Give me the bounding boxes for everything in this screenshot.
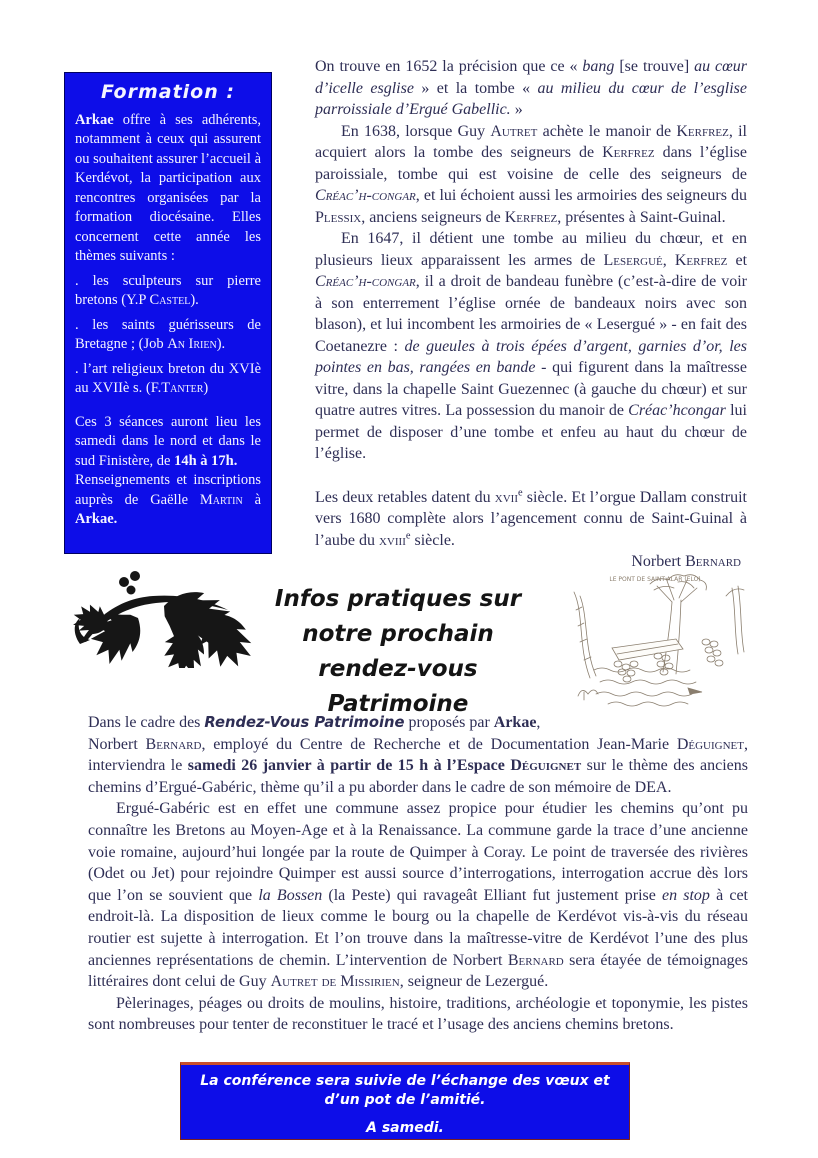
banner-line-1: La conférence sera suivie de l’échange des vœux et <box>200 1073 610 1089</box>
body-paragraph-intervenant: Norbert Bernard, employé du Centre de Recherche et de Documentation Jean-Marie Déguignet, interviendra le samedi 26 janvier à partir de 15 h à l’Espace Déguignet sur le thème des anciens chemins d’Ergué-Gabéric, thème qu’il a pu aborder dans le cadre de son mémoire de DEA. <box>88 735 749 796</box>
article-paragraph-retables: Les deux retables datent du xvii$^e$ siècle. Et l’orgue Dallam construit vers 1680 complète alors l’agencement connu de Saint-Guinal à l’aube du xviii$^e$ siècle. <box>315 487 748 549</box>
closing-banner <box>180 1062 630 1140</box>
formation-paragraph-seances: Ces 3 séances auront lieu les samedi dans le nord et dans le sud Finistère, de 14h à 17h. <box>75 413 261 469</box>
body-paragraph-cadre: Dans le cadre des Rendez-Vous Patrimoine proposés par Arkae, <box>88 714 541 731</box>
article-paragraph-1638: En 1638, lorsque Guy Autret achète le manoir de Kerfrez, il acquiert alors la tombe des seigneurs de Kerfrez dans l’église paroissiale, tombe qui est voisine de celle des seigneurs de Créac’h-congar, et lui échoient aussi les armoiries des seigneurs du Plessix, anciens seigneurs de Kerfrez, présentes à Saint-Guinal. <box>315 122 748 226</box>
article-paragraph-1652: On trouve en 1652 la précision que ce « bang [se trouve] au cœur d’icelle esglise » et la tombe « au milieu du cœur de l’esglise parroissiale d’Ergué Gabellic. » <box>315 58 748 118</box>
formation-bullet-art-religieux: . l’art religieux breton du XVIè au XVIIè s. (F.Tanter) <box>75 360 261 396</box>
bridge-sketch-image <box>560 570 750 715</box>
article-paragraph-1647: En 1647, il détient une tombe au milieu du chœur, et en plusieurs lieux apparaissent les armes de Lesergué, Kerfrez et Créac’h-congar, il a droit de bandeau funèbre (c’est-à-dire de voir à son enterrement l’église ornée de bandeaux noirs avec son blason), et lui incombent les armoiries de « Lesergué » - en fait des Coetanezre : de gueules à trois épées d’argent, garnies d’or, les pointes en bas, rangées en bande - qui figurent dans la maîtresse vitre, dans la chapelle Saint Guezennec (à gauche du chœur) et sur quatre autres vitres. La possession du manoir de Créac’hcongar lui permet de disposer d’une tombe et enfeu au haut du chœur de l’église. <box>315 230 748 462</box>
formation-paragraph-intro: Arkae offre à ses adhérents, notamment à ceux qui assurent ou souhaitent assurer l’accueil à Kerdévot, la participation aux rencontres organisées par la formation diocésaine. Elles concernent cette année les thèmes suivants : <box>75 111 262 264</box>
article-signature: Norbert Bernard <box>631 553 741 570</box>
formation-bullet-guerisseurs: . les saints guérisseurs de Bretagne ; (Job An Irien). <box>75 316 261 352</box>
section-title-line-2: notre prochain <box>302 621 494 647</box>
section-title-line-3: rendez-vous Patrimoine <box>318 656 478 717</box>
holly-ornament-image <box>68 566 263 668</box>
section-title-line-1: Infos pratiques sur <box>274 586 522 612</box>
sketch-caption: LE PONT DE SAINT-ALAR (ELO) <box>609 576 701 583</box>
formation-bullet-sculpteurs: . les sculpteurs sur pierre bretons (Y.P Castel). <box>75 272 261 308</box>
formation-paragraph-renseignements: Renseignements et inscriptions auprès de Gaëlle Martin à Arkae. <box>75 472 262 527</box>
banner-line-3: A samedi. <box>366 1120 444 1136</box>
section-title <box>248 582 548 722</box>
body-paragraph-pistes: Pèlerinages, péages ou droits de moulins, histoire, traditions, archéologie et toponymie, les pistes sont nombreuses pour tenter de reconstituer le tracé et l’usage des anciens chemins bretons. <box>88 994 748 1034</box>
main-article <box>315 56 747 573</box>
body-paragraph-chemins: Ergué-Gabéric est en effet une commune assez propice pour étudier les chemins qu’ont pu connaître les Bretons au Moyen-Age et à la Renaissance. La commune garde la trace d’une ancienne voie romaine, aujourd’hui longée par la route de Quimper à Coray. Le point de traversée des rivières (Odet ou Jet) pour rejoindre Quimper est aussi source d’interrogations, interrogation accrue dès lors que l’on se souvient que la Bossen (la Peste) qui ravageât Elliant fut justement prise en stop à cet endroit-là. La disposition de lieux comme le bourg ou la chapelle de Kerdévot vis-à-vis du réseau routier est sujette à interrogation. Et l’on trouve dans la maîtresse-vitre de Kerdévot l’une des plus anciennes représentations de chemin. L’intervention de Norbert Bernard sera étayée de témoignages littéraires dont celui de Guy Autret de Missirien, seigneur de Lezergué. <box>88 800 748 991</box>
formation-box <box>64 72 272 554</box>
banner-line-2: d’un pot de l’amitié. <box>324 1092 486 1108</box>
body-section <box>88 712 748 1036</box>
formation-heading: Formation : <box>101 81 235 103</box>
